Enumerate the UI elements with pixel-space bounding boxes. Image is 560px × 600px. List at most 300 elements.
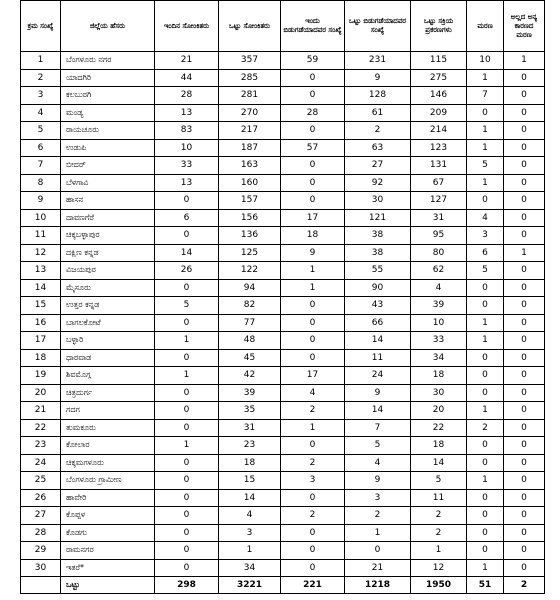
cell-todays-cases: 26 (155, 262, 219, 280)
cell-district-name: ಬೀದರ್ (61, 157, 155, 175)
cell-total-discharged: 55 (345, 262, 411, 280)
cell-total-discharged: 5 (345, 437, 411, 455)
cell-district-name: ಬಳ್ಳಾರಿ (61, 332, 155, 350)
cell-serial-no: 19 (21, 367, 61, 385)
cell-total-cases: 357 (219, 52, 281, 70)
table-row (21, 314, 545, 332)
cell-district-name: ಯಾದಗಿರಿ (61, 69, 155, 87)
table-row (21, 402, 545, 420)
cell-deaths: 10 (467, 52, 504, 70)
cell-deaths: 1 (467, 69, 504, 87)
district-covid-table (20, 0, 545, 594)
cell-total-cases: 82 (219, 297, 281, 315)
cell-total-discharged: 63 (345, 139, 411, 157)
cell-other-cause-deaths: 0 (504, 332, 545, 350)
cell-active-cases: 18 (411, 437, 467, 455)
total-cell-serial-no (21, 577, 61, 594)
cell-other-cause-deaths: 1 (504, 52, 545, 70)
table-row (21, 157, 545, 175)
cell-serial-no: 8 (21, 174, 61, 192)
cell-todays-discharged: 0 (281, 524, 345, 542)
cell-active-cases: 1 (411, 542, 467, 560)
cell-district-name: ಚಿಕ್ಕಬಳ್ಳಾಪುರ (61, 227, 155, 245)
cell-serial-no: 22 (21, 419, 61, 437)
cell-active-cases: 11 (411, 489, 467, 507)
cell-serial-no: 10 (21, 209, 61, 227)
cell-active-cases: 209 (411, 104, 467, 122)
cell-todays-cases: 10 (155, 139, 219, 157)
cell-serial-no: 30 (21, 559, 61, 577)
cell-total-cases: 42 (219, 367, 281, 385)
cell-other-cause-deaths: 0 (504, 524, 545, 542)
cell-district-name: ಗದಗ (61, 402, 155, 420)
cell-total-cases: 157 (219, 192, 281, 210)
cell-serial-no: 9 (21, 192, 61, 210)
cell-deaths: 0 (467, 489, 504, 507)
cell-serial-no: 1 (21, 52, 61, 70)
table-body (21, 52, 545, 594)
cell-total-cases: 18 (219, 454, 281, 472)
cell-other-cause-deaths: 0 (504, 262, 545, 280)
cell-district-name: ಇತರೆ* (61, 559, 155, 577)
cell-todays-cases: 0 (155, 507, 219, 525)
cell-total-cases: 136 (219, 227, 281, 245)
cell-active-cases: 20 (411, 402, 467, 420)
cell-todays-discharged: 0 (281, 174, 345, 192)
cell-todays-discharged: 1 (281, 419, 345, 437)
cell-active-cases: 18 (411, 367, 467, 385)
cell-district-name: ಹಾವೇರಿ (61, 489, 155, 507)
cell-todays-discharged: 0 (281, 314, 345, 332)
cell-todays-discharged: 4 (281, 384, 345, 402)
cell-todays-discharged: 9 (281, 244, 345, 262)
cell-total-cases: 125 (219, 244, 281, 262)
district-covid-table-sheet (20, 0, 544, 594)
cell-active-cases: 31 (411, 209, 467, 227)
cell-other-cause-deaths: 0 (504, 367, 545, 385)
cell-other-cause-deaths: 0 (504, 227, 545, 245)
cell-deaths: 6 (467, 244, 504, 262)
cell-total-discharged: 21 (345, 559, 411, 577)
cell-active-cases: 2 (411, 507, 467, 525)
cell-active-cases: 2 (411, 524, 467, 542)
cell-total-discharged: 14 (345, 332, 411, 350)
cell-active-cases: 80 (411, 244, 467, 262)
cell-todays-cases: 0 (155, 349, 219, 367)
cell-deaths: 3 (467, 227, 504, 245)
cell-todays-discharged: 2 (281, 454, 345, 472)
cell-total-discharged: 61 (345, 104, 411, 122)
cell-active-cases: 30 (411, 384, 467, 402)
cell-serial-no: 29 (21, 542, 61, 560)
cell-todays-discharged: 1 (281, 279, 345, 297)
cell-total-discharged: 0 (345, 542, 411, 560)
cell-total-discharged: 9 (345, 472, 411, 490)
cell-deaths: 5 (467, 157, 504, 175)
cell-serial-no: 4 (21, 104, 61, 122)
header-deaths (467, 1, 504, 52)
cell-deaths: 5 (467, 262, 504, 280)
cell-other-cause-deaths: 0 (504, 157, 545, 175)
cell-todays-cases: 1 (155, 367, 219, 385)
cell-serial-no: 7 (21, 157, 61, 175)
cell-serial-no: 17 (21, 332, 61, 350)
cell-district-name: ರಾಯಚೂರು (61, 122, 155, 140)
cell-other-cause-deaths: 0 (504, 297, 545, 315)
table-row (21, 384, 545, 402)
cell-todays-discharged: 59 (281, 52, 345, 70)
header-label: ಇಂದು ಬಿಡುಗಡೆಯಾದವರ ಸಂಖ್ಯೆ (283, 17, 342, 34)
cell-other-cause-deaths: 0 (504, 507, 545, 525)
cell-active-cases: 4 (411, 279, 467, 297)
cell-todays-discharged: 0 (281, 332, 345, 350)
cell-serial-no: 16 (21, 314, 61, 332)
cell-total-discharged: 3 (345, 489, 411, 507)
cell-total-cases: 4 (219, 507, 281, 525)
cell-serial-no: 3 (21, 87, 61, 105)
total-cell-total-discharged: 1218 (345, 577, 411, 594)
cell-total-discharged: 11 (345, 349, 411, 367)
cell-total-cases: 23 (219, 437, 281, 455)
cell-deaths: 0 (467, 524, 504, 542)
cell-total-discharged: 14 (345, 402, 411, 420)
table-row (21, 52, 545, 70)
cell-district-name: ಕೋಲಾರ (61, 437, 155, 455)
cell-district-name: ಚಿಕ್ಕಮಗಳೂರು (61, 454, 155, 472)
cell-active-cases: 146 (411, 87, 467, 105)
cell-todays-cases: 0 (155, 454, 219, 472)
cell-todays-discharged: 3 (281, 472, 345, 490)
cell-todays-cases: 6 (155, 209, 219, 227)
cell-deaths: 1 (467, 174, 504, 192)
cell-todays-cases: 0 (155, 542, 219, 560)
cell-other-cause-deaths: 0 (504, 384, 545, 402)
cell-todays-cases: 0 (155, 419, 219, 437)
cell-total-discharged: 9 (345, 69, 411, 87)
cell-todays-discharged: 0 (281, 69, 345, 87)
cell-total-discharged: 128 (345, 87, 411, 105)
cell-deaths: 0 (467, 437, 504, 455)
cell-todays-discharged: 2 (281, 402, 345, 420)
table-row (21, 437, 545, 455)
cell-active-cases: 34 (411, 349, 467, 367)
cell-deaths: 0 (467, 507, 504, 525)
table-row (21, 262, 545, 280)
cell-todays-cases: 44 (155, 69, 219, 87)
cell-other-cause-deaths: 0 (504, 454, 545, 472)
table-row (21, 332, 545, 350)
cell-todays-discharged: 2 (281, 507, 345, 525)
cell-todays-discharged: 0 (281, 297, 345, 315)
cell-deaths: 1 (467, 139, 504, 157)
cell-total-cases: 281 (219, 87, 281, 105)
cell-serial-no: 27 (21, 507, 61, 525)
header-todays-cases (155, 1, 219, 52)
cell-district-name: ಚಿತ್ರದುರ್ಗ (61, 384, 155, 402)
cell-other-cause-deaths: 0 (504, 174, 545, 192)
cell-total-discharged: 38 (345, 244, 411, 262)
header-district-name (61, 1, 155, 52)
cell-serial-no: 21 (21, 402, 61, 420)
cell-total-cases: 35 (219, 402, 281, 420)
cell-district-name: ತುಮಕೂರು (61, 419, 155, 437)
cell-active-cases: 39 (411, 297, 467, 315)
cell-serial-no: 24 (21, 454, 61, 472)
header-label: ಮರಣ (477, 21, 493, 30)
cell-total-discharged: 7 (345, 419, 411, 437)
cell-other-cause-deaths: 0 (504, 192, 545, 210)
cell-todays-discharged: 28 (281, 104, 345, 122)
cell-todays-cases: 0 (155, 192, 219, 210)
cell-other-cause-deaths: 0 (504, 69, 545, 87)
cell-serial-no: 6 (21, 139, 61, 157)
total-cell-deaths: 51 (467, 577, 504, 594)
cell-district-name: ಮೈಸೂರು (61, 279, 155, 297)
cell-todays-cases: 0 (155, 402, 219, 420)
cell-todays-cases: 0 (155, 489, 219, 507)
cell-total-cases: 34 (219, 559, 281, 577)
cell-total-cases: 15 (219, 472, 281, 490)
cell-todays-discharged: 17 (281, 209, 345, 227)
cell-active-cases: 131 (411, 157, 467, 175)
table-row (21, 454, 545, 472)
cell-other-cause-deaths: 0 (504, 104, 545, 122)
cell-todays-discharged: 0 (281, 437, 345, 455)
cell-district-name: ವಿಜಯಪುರ (61, 262, 155, 280)
table-row (21, 104, 545, 122)
table-row (21, 244, 545, 262)
cell-deaths: 0 (467, 454, 504, 472)
cell-total-discharged: 4 (345, 454, 411, 472)
cell-serial-no: 25 (21, 472, 61, 490)
cell-serial-no: 5 (21, 122, 61, 140)
cell-serial-no: 14 (21, 279, 61, 297)
cell-district-name: ಕಲಬುರಗಿ (61, 87, 155, 105)
table-row (21, 227, 545, 245)
cell-district-name: ದಾವಣಗೆರೆ (61, 209, 155, 227)
cell-todays-cases: 21 (155, 52, 219, 70)
cell-deaths: 7 (467, 87, 504, 105)
cell-todays-cases: 0 (155, 227, 219, 245)
cell-active-cases: 33 (411, 332, 467, 350)
cell-other-cause-deaths: 0 (504, 542, 545, 560)
cell-total-discharged: 27 (345, 157, 411, 175)
cell-todays-discharged: 0 (281, 157, 345, 175)
cell-total-cases: 14 (219, 489, 281, 507)
cell-serial-no: 15 (21, 297, 61, 315)
cell-active-cases: 115 (411, 52, 467, 70)
cell-todays-cases: 13 (155, 174, 219, 192)
cell-total-discharged: 66 (345, 314, 411, 332)
cell-total-cases: 122 (219, 262, 281, 280)
cell-todays-cases: 0 (155, 384, 219, 402)
table-row (21, 367, 545, 385)
cell-deaths: 1 (467, 122, 504, 140)
cell-todays-cases: 33 (155, 157, 219, 175)
cell-district-name: ಮಂಡ್ಯ (61, 104, 155, 122)
cell-total-cases: 48 (219, 332, 281, 350)
header-label: ಕ್ರಮ ಸಂಖ್ಯೆ (27, 21, 54, 30)
cell-todays-discharged: 0 (281, 122, 345, 140)
cell-other-cause-deaths: 0 (504, 87, 545, 105)
cell-deaths: 1 (467, 559, 504, 577)
total-cell-todays-discharged: 221 (281, 577, 345, 594)
table-row (21, 279, 545, 297)
cell-deaths: 4 (467, 209, 504, 227)
total-cell-other-cause-deaths: 2 (504, 577, 545, 594)
cell-total-cases: 217 (219, 122, 281, 140)
cell-todays-discharged: 0 (281, 489, 345, 507)
cell-total-cases: 94 (219, 279, 281, 297)
cell-other-cause-deaths: 0 (504, 419, 545, 437)
cell-total-cases: 163 (219, 157, 281, 175)
cell-todays-cases: 83 (155, 122, 219, 140)
table-row (21, 507, 545, 525)
cell-other-cause-deaths: 0 (504, 139, 545, 157)
cell-other-cause-deaths: 0 (504, 402, 545, 420)
table-row (21, 542, 545, 560)
header-other-cause-deaths (504, 1, 545, 52)
header-serial-no (21, 1, 61, 52)
cell-deaths: 0 (467, 367, 504, 385)
table-row (21, 472, 545, 490)
cell-district-name: ಕೊಪ್ಪಳ (61, 507, 155, 525)
header-label: ಇಂದಿನ ಸೋಂಕಿತರು (164, 21, 209, 30)
cell-total-cases: 160 (219, 174, 281, 192)
cell-todays-discharged: 0 (281, 559, 345, 577)
table-row (21, 524, 545, 542)
cell-serial-no: 11 (21, 227, 61, 245)
cell-deaths: 1 (467, 332, 504, 350)
cell-deaths: 0 (467, 384, 504, 402)
cell-deaths: 0 (467, 349, 504, 367)
cell-serial-no: 13 (21, 262, 61, 280)
cell-active-cases: 67 (411, 174, 467, 192)
cell-deaths: 0 (467, 279, 504, 297)
cell-deaths: 0 (467, 104, 504, 122)
cell-total-discharged: 2 (345, 507, 411, 525)
cell-total-cases: 39 (219, 384, 281, 402)
total-cell-active-cases: 1950 (411, 577, 467, 594)
cell-total-cases: 77 (219, 314, 281, 332)
cell-serial-no: 18 (21, 349, 61, 367)
cell-todays-discharged: 57 (281, 139, 345, 157)
table-row (21, 139, 545, 157)
cell-active-cases: 275 (411, 69, 467, 87)
cell-serial-no: 26 (21, 489, 61, 507)
cell-todays-discharged: 0 (281, 87, 345, 105)
cell-total-discharged: 92 (345, 174, 411, 192)
cell-todays-cases: 14 (155, 244, 219, 262)
cell-total-cases: 187 (219, 139, 281, 157)
cell-other-cause-deaths: 0 (504, 314, 545, 332)
cell-todays-discharged: 18 (281, 227, 345, 245)
header-total-discharged (345, 1, 411, 52)
cell-other-cause-deaths: 0 (504, 437, 545, 455)
cell-todays-discharged: 1 (281, 262, 345, 280)
cell-todays-discharged: 0 (281, 349, 345, 367)
cell-todays-cases: 0 (155, 279, 219, 297)
cell-total-cases: 3 (219, 524, 281, 542)
total-cell-total-cases: 3221 (219, 577, 281, 594)
cell-district-name: ಬೆಂಗಳೂರು ಗ್ರಾಮೀಣ (61, 472, 155, 490)
header-label: ಒಟ್ಟು ಸೋಂಕಿತರು (229, 21, 270, 30)
cell-total-cases: 285 (219, 69, 281, 87)
header-active-cases (411, 1, 467, 52)
cell-todays-cases: 1 (155, 437, 219, 455)
header-label: ಅಲ್ಲದ ಅನ್ಯ ಕಾರಣದ ಮರಣ (510, 12, 538, 39)
cell-todays-discharged: 17 (281, 367, 345, 385)
cell-todays-discharged: 0 (281, 542, 345, 560)
cell-serial-no: 28 (21, 524, 61, 542)
cell-total-discharged: 9 (345, 384, 411, 402)
cell-district-name: ಉತ್ತರ ಕನ್ನಡ (61, 297, 155, 315)
cell-total-discharged: 1 (345, 524, 411, 542)
table-row (21, 349, 545, 367)
cell-district-name: ರಾಮನಗರ (61, 542, 155, 560)
header-todays-discharged (281, 1, 345, 52)
table-row (21, 209, 545, 227)
cell-active-cases: 10 (411, 314, 467, 332)
cell-active-cases: 12 (411, 559, 467, 577)
cell-todays-cases: 1 (155, 332, 219, 350)
cell-serial-no: 20 (21, 384, 61, 402)
cell-total-cases: 45 (219, 349, 281, 367)
cell-other-cause-deaths: 0 (504, 209, 545, 227)
cell-district-name: ಬಾಗಲಕೋಟೆ (61, 314, 155, 332)
table-row (21, 174, 545, 192)
cell-total-cases: 156 (219, 209, 281, 227)
cell-other-cause-deaths: 0 (504, 472, 545, 490)
table-row (21, 69, 545, 87)
cell-district-name: ಬೆಳಗಾವಿ (61, 174, 155, 192)
table-row (21, 192, 545, 210)
cell-active-cases: 95 (411, 227, 467, 245)
cell-other-cause-deaths: 0 (504, 489, 545, 507)
total-cell-todays-cases: 298 (155, 577, 219, 594)
cell-total-discharged: 231 (345, 52, 411, 70)
cell-deaths: 0 (467, 192, 504, 210)
table-row (21, 297, 545, 315)
cell-other-cause-deaths: 0 (504, 349, 545, 367)
cell-active-cases: 14 (411, 454, 467, 472)
cell-total-discharged: 2 (345, 122, 411, 140)
cell-district-name: ಹಾಸನ (61, 192, 155, 210)
table-row (21, 122, 545, 140)
total-cell-district-name: ಒಟ್ಟು (61, 577, 155, 594)
cell-other-cause-deaths: 0 (504, 122, 545, 140)
cell-todays-cases: 0 (155, 524, 219, 542)
cell-other-cause-deaths: 0 (504, 279, 545, 297)
cell-total-discharged: 38 (345, 227, 411, 245)
table-row (21, 489, 545, 507)
cell-other-cause-deaths: 0 (504, 559, 545, 577)
cell-active-cases: 123 (411, 139, 467, 157)
cell-district-name: ಉಡುಪಿ (61, 139, 155, 157)
cell-todays-cases: 28 (155, 87, 219, 105)
cell-district-name: ಶಿವಮೊಗ್ಗ (61, 367, 155, 385)
cell-total-cases: 270 (219, 104, 281, 122)
cell-district-name: ಕೊಡಗು (61, 524, 155, 542)
cell-todays-cases: 13 (155, 104, 219, 122)
cell-deaths: 1 (467, 314, 504, 332)
header-total-cases (219, 1, 281, 52)
cell-deaths: 0 (467, 297, 504, 315)
cell-total-discharged: 121 (345, 209, 411, 227)
header-label: ಜಿಲ್ಲೆಯ ಹೆಸರು (89, 21, 126, 30)
cell-total-cases: 31 (219, 419, 281, 437)
cell-total-discharged: 30 (345, 192, 411, 210)
